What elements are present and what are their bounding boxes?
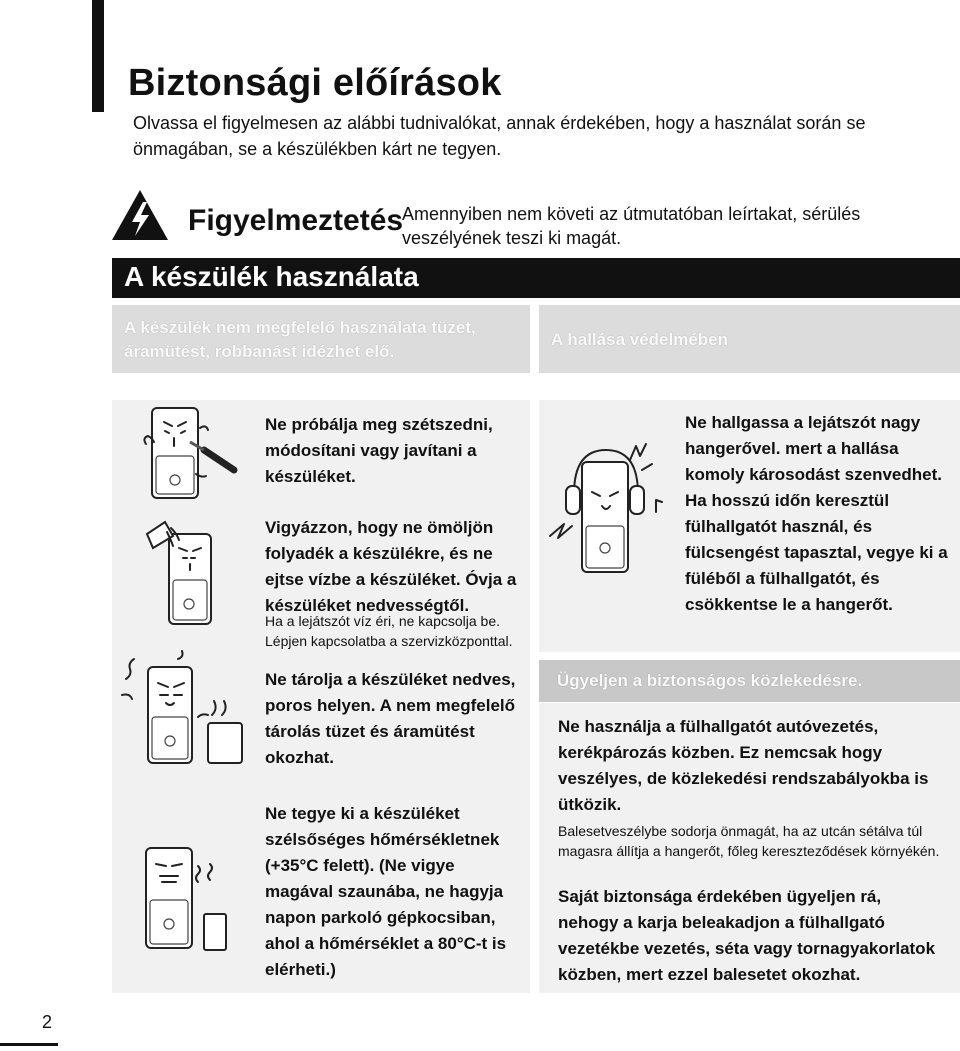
left-item-humid: Ne tárolja a készüléket nedves, poros helyen. A nem megfelelő tárolás tüzet és áramütést okozhat. (265, 670, 516, 767)
player-headphones-illustration (548, 440, 668, 580)
player-screwdriver-illustration (138, 404, 248, 504)
right-heading-box (539, 305, 960, 373)
traffic-text-2: Saját biztonsága érdekében ügyeljen rá, nehogy a karja beleakadjon a fülhallgató vezetékbe vezetés, séta vagy tornagyakorlatok közben, mert ezzel balesetet okozhat. (558, 887, 936, 984)
traffic-text-note: Balesetveszélybe sodorja önmagát, ha az utcán sétálva túl magasra állítja a hangerőt, főleg kereszteződések környékén. (558, 823, 940, 859)
left-heading: A készülék nem megfelelő használata tüzet, áramütést, robbanást idézhet elő. (124, 318, 476, 361)
left-item-water: Vigyázzon, hogy ne ömöljön folyadék a készülékre, és ne ejtse vízbe a készüléket. Óvja a készüléket nedvességtől. (265, 518, 517, 615)
left-heading-box (112, 305, 530, 373)
player-heat-illustration (138, 842, 238, 954)
player-humid-illustration (122, 655, 247, 773)
left-item-water-note1: Ha a lejátszót víz éri, ne kapcsolja be. (265, 613, 501, 629)
section-bar-label: A készülék használata (124, 261, 419, 292)
lightning-warning-icon (110, 188, 170, 242)
left-item-disassemble: Ne próbálja meg szétszedni, módosítani vagy javítani a készüléket. (265, 415, 493, 486)
page-number-underline (0, 1043, 58, 1046)
section-bar (112, 258, 960, 298)
traffic-heading-box (539, 660, 960, 702)
traffic-text-1: Ne használja a fülhallgatót autóvezetés, kerékpározás közben. Ez nemcsak hogy veszélyes, de közlekedési rendszabályokba is ütközik. (558, 717, 929, 814)
left-item-water-note2: Lépjen kapcsolatba a szervizközponttal. (265, 633, 513, 649)
player-water-illustration (143, 518, 213, 626)
warning-text: Amennyiben nem követi az útmutatóban leírtakat, sérülés veszélyének teszi ki magát. (402, 204, 861, 248)
left-accent-bar (92, 0, 104, 112)
page-number: 2 (42, 1012, 53, 1032)
left-item-heat: Ne tegye ki a készüléket szélsőséges hőmérsékletnek (+35°C felett). (Ne vigye magával szaunába, ne hagyja napon parkoló gépkocsiban, ahol a hőmérséklet a 80°C-t is elérheti.) (265, 804, 507, 979)
page-title: Biztonsági előírások (128, 62, 502, 104)
traffic-heading: Ügyeljen a biztonságos közlekedésre. (557, 671, 863, 690)
hearing-text: Ne hallgassa a lejátszót nagy hangerővel. mert a hallása komoly károsodást szenvedhet. Ha hosszú időn keresztül fülhallgatót használ, és fülcsengést tapasztal, vegye ki a füléből a fülhallgatót, és csökkentse le a hangerőt. (685, 413, 948, 614)
right-heading: A hallása védelmében (551, 330, 729, 349)
intro-text: Olvassa el figyelmesen az alábbi tudnivalókat, annak érdekében, hogy a használat során se önmagában, se a készülékben kárt ne tegyen. (133, 113, 866, 159)
warning-title: Figyelmeztetés (188, 204, 404, 237)
